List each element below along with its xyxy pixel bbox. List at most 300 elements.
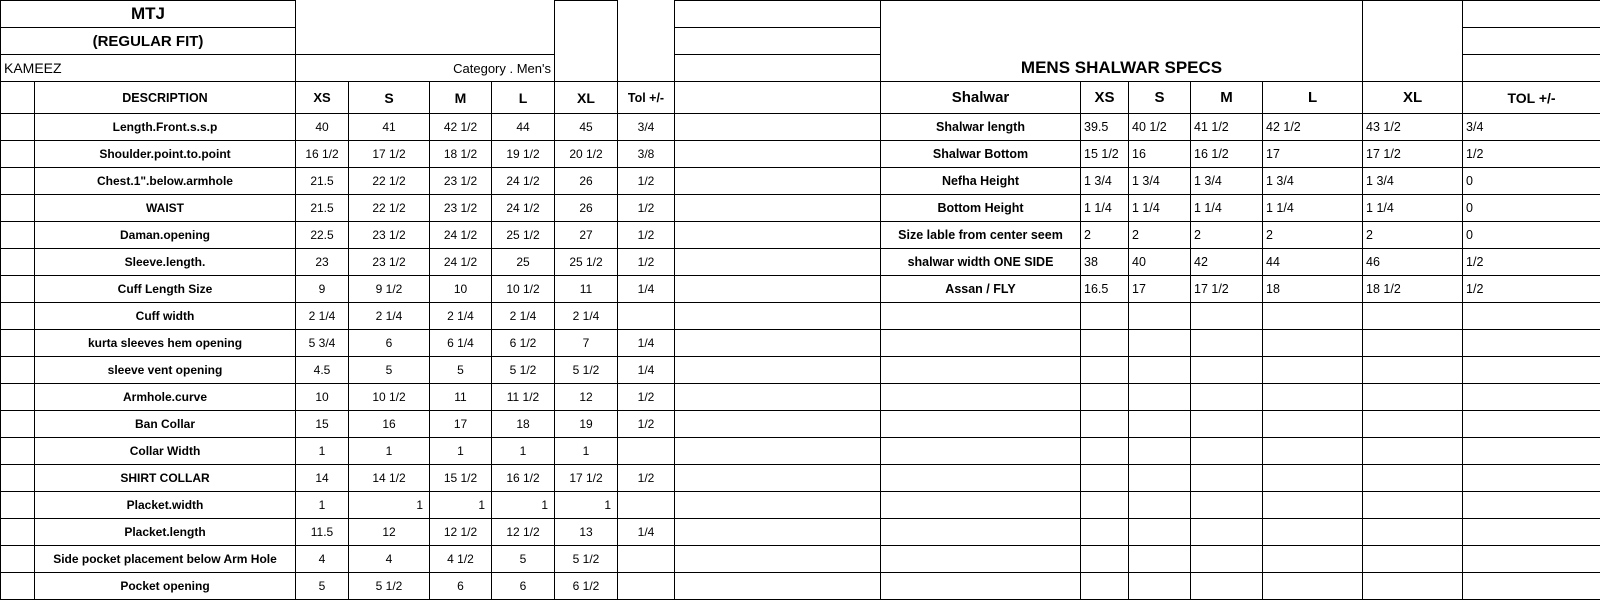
cell-s: 1 3/4 xyxy=(1129,168,1191,195)
kameez-spec-block xyxy=(0,0,675,600)
cell-s: 1 xyxy=(349,438,430,465)
table-row xyxy=(675,141,1600,168)
cell-tol xyxy=(618,492,675,519)
cell-m: 5 xyxy=(430,357,492,384)
cell-xl: 26 xyxy=(555,168,618,195)
row-index xyxy=(1,492,35,519)
cell-m: 1 xyxy=(430,438,492,465)
header-l: L xyxy=(492,82,555,114)
cell-xl: 1 xyxy=(555,492,618,519)
title-tol-cell xyxy=(555,1,618,28)
cell-l: 1 3/4 xyxy=(1263,168,1363,195)
sh-title-spacer-2 xyxy=(881,28,1363,55)
empty-cell xyxy=(1463,438,1600,465)
cell-l: 44 xyxy=(1263,249,1363,276)
row-index xyxy=(1,357,35,384)
cell-tol: 1/2 xyxy=(618,384,675,411)
cell-s: 10 1/2 xyxy=(349,384,430,411)
row-index xyxy=(1,384,35,411)
cell-xl: 13 xyxy=(555,519,618,546)
table-row xyxy=(1,411,675,438)
cell-m: 2 1/4 xyxy=(430,303,492,330)
header-description: DESCRIPTION xyxy=(35,82,296,114)
subtitle-tol-cell xyxy=(555,28,618,55)
shalwar-header-row xyxy=(675,82,1600,114)
empty-row xyxy=(675,573,1600,600)
cell-s: 23 1/2 xyxy=(349,222,430,249)
empty-cell xyxy=(881,465,1081,492)
empty-row xyxy=(675,465,1600,492)
cell-tol: 1/4 xyxy=(618,276,675,303)
empty-cell xyxy=(1463,411,1600,438)
sh-header-blank xyxy=(675,82,881,114)
cell-s: 40 xyxy=(1129,249,1191,276)
cell-xs: 15 1/2 xyxy=(1081,141,1129,168)
empty-cell xyxy=(1363,573,1463,600)
empty-cell xyxy=(881,492,1081,519)
cell-xl: 5 1/2 xyxy=(555,546,618,573)
category-label: Category . Men's xyxy=(296,55,555,82)
cell-xl: 25 1/2 xyxy=(555,249,618,276)
sh-blank-g3 xyxy=(1363,55,1463,82)
cell-s: 14 1/2 xyxy=(349,465,430,492)
row-label: Armhole.curve xyxy=(35,384,296,411)
row-index xyxy=(1,546,35,573)
cell-m: 12 1/2 xyxy=(430,519,492,546)
cell-xs: 5 xyxy=(296,573,349,600)
cell-xl: 11 xyxy=(555,276,618,303)
cell-m: 18 1/2 xyxy=(430,141,492,168)
cell-l: 16 1/2 xyxy=(492,465,555,492)
cell-xs: 4.5 xyxy=(296,357,349,384)
empty-cell xyxy=(881,357,1081,384)
empty-cell xyxy=(1081,303,1129,330)
row-index xyxy=(1,438,35,465)
row-index xyxy=(1,303,35,330)
empty-cell xyxy=(1191,357,1263,384)
cell-l: 6 xyxy=(492,573,555,600)
table-row xyxy=(1,438,675,465)
shalwar-table xyxy=(674,0,1600,600)
empty-cell xyxy=(675,330,881,357)
empty-cell xyxy=(675,492,881,519)
cell-l: 24 1/2 xyxy=(492,168,555,195)
empty-cell xyxy=(675,411,881,438)
header-m: M xyxy=(430,82,492,114)
cell-xl: 12 xyxy=(555,384,618,411)
cell-tol: 1/2 xyxy=(618,411,675,438)
cell-s: 6 xyxy=(349,330,430,357)
cell-xs: 38 xyxy=(1081,249,1129,276)
cell-xl: 45 xyxy=(555,114,618,141)
cell-tol: 1/2 xyxy=(1463,141,1600,168)
cell-xs: 2 1/4 xyxy=(296,303,349,330)
cell-xs: 4 xyxy=(296,546,349,573)
table-row xyxy=(1,222,675,249)
cell-s: 9 1/2 xyxy=(349,276,430,303)
header-tol: Tol +/- xyxy=(618,82,675,114)
table-row xyxy=(675,195,1600,222)
sh-blank-h2 xyxy=(1463,28,1600,55)
cell-xl: 27 xyxy=(555,222,618,249)
row-index xyxy=(675,195,881,222)
cell-xs: 16 1/2 xyxy=(296,141,349,168)
row-label: sleeve vent opening xyxy=(35,357,296,384)
cell-xs: 11.5 xyxy=(296,519,349,546)
cell-tol: 0 xyxy=(1463,195,1600,222)
cell-m: 17 xyxy=(430,411,492,438)
cell-m: 41 1/2 xyxy=(1191,114,1263,141)
cell-xl: 46 xyxy=(1363,249,1463,276)
empty-cell xyxy=(1129,573,1191,600)
empty-cell xyxy=(1129,303,1191,330)
garment-row xyxy=(1,55,675,82)
empty-row xyxy=(675,303,1600,330)
empty-cell xyxy=(1263,330,1363,357)
empty-row xyxy=(675,492,1600,519)
empty-row xyxy=(675,411,1600,438)
cell-xl: 43 1/2 xyxy=(1363,114,1463,141)
table-row xyxy=(1,114,675,141)
cell-xl: 17 1/2 xyxy=(555,465,618,492)
empty-cell xyxy=(675,384,881,411)
cell-xl: 6 1/2 xyxy=(555,573,618,600)
table-row xyxy=(1,519,675,546)
cell-l: 17 xyxy=(1263,141,1363,168)
row-label: Sleeve.length. xyxy=(35,249,296,276)
table-row xyxy=(675,276,1600,303)
empty-cell xyxy=(881,330,1081,357)
row-index xyxy=(675,249,881,276)
sh-blank-g2 xyxy=(1363,28,1463,55)
empty-cell xyxy=(1081,492,1129,519)
cell-xl: 20 1/2 xyxy=(555,141,618,168)
empty-cell xyxy=(881,438,1081,465)
empty-row xyxy=(675,357,1600,384)
cell-xl: 7 xyxy=(555,330,618,357)
cell-xs: 1 3/4 xyxy=(1081,168,1129,195)
empty-cell xyxy=(1463,492,1600,519)
cell-s: 1 1/4 xyxy=(1129,195,1191,222)
row-index xyxy=(1,276,35,303)
cell-m: 10 xyxy=(430,276,492,303)
sh-blank-a2 xyxy=(675,28,881,55)
shalwar-top-row-1 xyxy=(675,1,1600,28)
cell-m: 1 1/4 xyxy=(1191,195,1263,222)
table-row xyxy=(1,249,675,276)
cell-l: 5 1/2 xyxy=(492,357,555,384)
empty-cell xyxy=(1129,492,1191,519)
cell-xs: 14 xyxy=(296,465,349,492)
cell-tol: 1/2 xyxy=(1463,249,1600,276)
empty-cell xyxy=(1263,438,1363,465)
cell-l: 44 xyxy=(492,114,555,141)
row-index xyxy=(1,195,35,222)
title-spacer xyxy=(296,1,555,28)
cell-l: 18 xyxy=(492,411,555,438)
empty-cell xyxy=(1463,384,1600,411)
cell-l: 25 xyxy=(492,249,555,276)
cell-l: 2 1/4 xyxy=(492,303,555,330)
empty-cell xyxy=(1081,357,1129,384)
empty-cell xyxy=(1363,303,1463,330)
empty-cell xyxy=(881,573,1081,600)
empty-cell xyxy=(1463,519,1600,546)
empty-cell xyxy=(1081,438,1129,465)
cell-tol: 1/4 xyxy=(618,330,675,357)
table-row xyxy=(1,384,675,411)
empty-cell xyxy=(1081,330,1129,357)
empty-cell xyxy=(1191,303,1263,330)
cell-xs: 9 xyxy=(296,276,349,303)
row-index xyxy=(675,141,881,168)
cell-l: 1 1/4 xyxy=(1263,195,1363,222)
row-label: Ban Collar xyxy=(35,411,296,438)
empty-cell xyxy=(1191,330,1263,357)
cell-s: 5 1/2 xyxy=(349,573,430,600)
cell-xs: 2 xyxy=(1081,222,1129,249)
empty-cell xyxy=(1463,573,1600,600)
cell-xs: 21.5 xyxy=(296,195,349,222)
cell-xl: 2 xyxy=(1363,222,1463,249)
cell-m: 4 1/2 xyxy=(430,546,492,573)
sh-blank-a3 xyxy=(675,55,881,82)
empty-cell xyxy=(1263,519,1363,546)
table-row xyxy=(1,276,675,303)
header-s: S xyxy=(349,82,430,114)
row-label: Shalwar length xyxy=(881,114,1081,141)
row-index xyxy=(1,519,35,546)
cell-m: 2 xyxy=(1191,222,1263,249)
empty-row xyxy=(675,330,1600,357)
cell-m: 11 xyxy=(430,384,492,411)
row-label: Placket.length xyxy=(35,519,296,546)
empty-cell xyxy=(1129,384,1191,411)
shalwar-title-row xyxy=(675,55,1600,82)
cell-xs: 15 xyxy=(296,411,349,438)
cell-tol xyxy=(618,573,675,600)
cell-xs: 1 xyxy=(296,438,349,465)
empty-cell xyxy=(1463,465,1600,492)
cell-xl: 18 1/2 xyxy=(1363,276,1463,303)
cell-l: 1 xyxy=(492,492,555,519)
empty-cell xyxy=(1463,546,1600,573)
empty-cell xyxy=(1363,384,1463,411)
row-label: shalwar width ONE SIDE xyxy=(881,249,1081,276)
cell-tol xyxy=(618,303,675,330)
shalwar-spec-block xyxy=(674,0,1600,600)
empty-cell xyxy=(1129,330,1191,357)
cell-tol xyxy=(618,546,675,573)
cell-tol: 1/2 xyxy=(618,222,675,249)
cell-xs: 1 1/4 xyxy=(1081,195,1129,222)
cell-l: 18 xyxy=(1263,276,1363,303)
cell-m: 15 1/2 xyxy=(430,465,492,492)
cell-s: 16 xyxy=(1129,141,1191,168)
cell-m: 24 1/2 xyxy=(430,222,492,249)
cell-s: 40 1/2 xyxy=(1129,114,1191,141)
cell-tol: 3/4 xyxy=(618,114,675,141)
cell-xl: 19 xyxy=(555,411,618,438)
table-row xyxy=(1,573,675,600)
cell-m: 6 xyxy=(430,573,492,600)
cell-tol: 1/2 xyxy=(1463,276,1600,303)
header-s: S xyxy=(1129,82,1191,114)
cell-xl: 17 1/2 xyxy=(1363,141,1463,168)
row-index xyxy=(1,222,35,249)
cell-s: 12 xyxy=(349,519,430,546)
empty-cell xyxy=(675,438,881,465)
table-row xyxy=(1,330,675,357)
cell-m: 24 1/2 xyxy=(430,249,492,276)
empty-cell xyxy=(1191,438,1263,465)
empty-cell xyxy=(1463,303,1600,330)
empty-cell xyxy=(1263,546,1363,573)
empty-cell xyxy=(1191,519,1263,546)
empty-cell xyxy=(1191,573,1263,600)
garment-right-spacer xyxy=(618,55,675,82)
empty-cell xyxy=(1263,357,1363,384)
empty-cell xyxy=(1191,384,1263,411)
empty-row xyxy=(675,546,1600,573)
cell-tol: 1/4 xyxy=(618,519,675,546)
cell-xl: 1 1/4 xyxy=(1363,195,1463,222)
header-shalwar: Shalwar xyxy=(881,82,1081,114)
cell-m: 1 xyxy=(430,492,492,519)
kameez-table xyxy=(0,0,675,600)
empty-cell xyxy=(675,357,881,384)
row-label: Nefha Height xyxy=(881,168,1081,195)
empty-cell xyxy=(1463,357,1600,384)
sh-title-spacer-1 xyxy=(881,1,1363,28)
title-right-spacer xyxy=(618,1,675,28)
cell-s: 17 xyxy=(1129,276,1191,303)
table-row xyxy=(675,249,1600,276)
cell-tol: 1/4 xyxy=(618,357,675,384)
row-index xyxy=(675,222,881,249)
empty-cell xyxy=(1129,465,1191,492)
cell-xl: 2 1/4 xyxy=(555,303,618,330)
cell-l: 1 xyxy=(492,438,555,465)
row-index xyxy=(675,168,881,195)
table-row xyxy=(1,195,675,222)
garment-tol-cell xyxy=(555,55,618,82)
cell-tol: 1/2 xyxy=(618,465,675,492)
cell-s: 4 xyxy=(349,546,430,573)
cell-s: 17 1/2 xyxy=(349,141,430,168)
header-m: M xyxy=(1191,82,1263,114)
cell-l: 42 1/2 xyxy=(1263,114,1363,141)
fit-subtitle: (REGULAR FIT) xyxy=(1,28,296,55)
empty-cell xyxy=(1363,519,1463,546)
cell-m: 1 3/4 xyxy=(1191,168,1263,195)
table-row xyxy=(675,222,1600,249)
empty-cell xyxy=(675,465,881,492)
row-label: SHIRT COLLAR xyxy=(35,465,296,492)
header-tol: TOL +/- xyxy=(1463,82,1600,114)
empty-cell xyxy=(1363,438,1463,465)
empty-row xyxy=(675,384,1600,411)
header-xl: XL xyxy=(555,82,618,114)
row-label: Chest.1".below.armhole xyxy=(35,168,296,195)
cell-tol: 0 xyxy=(1463,168,1600,195)
empty-cell xyxy=(1263,465,1363,492)
cell-l: 25 1/2 xyxy=(492,222,555,249)
shalwar-top-row-2 xyxy=(675,28,1600,55)
cell-m: 17 1/2 xyxy=(1191,276,1263,303)
row-index xyxy=(675,276,881,303)
subtitle-spacer xyxy=(296,28,555,55)
table-row xyxy=(675,168,1600,195)
row-label: Assan / FLY xyxy=(881,276,1081,303)
cell-l: 2 xyxy=(1263,222,1363,249)
empty-cell xyxy=(1363,330,1463,357)
cell-xs: 5 3/4 xyxy=(296,330,349,357)
row-index xyxy=(1,249,35,276)
row-label: Daman.opening xyxy=(35,222,296,249)
empty-cell xyxy=(1363,411,1463,438)
empty-cell xyxy=(675,546,881,573)
cell-s: 1 xyxy=(349,492,430,519)
empty-cell xyxy=(881,384,1081,411)
table-row xyxy=(1,141,675,168)
row-index xyxy=(1,168,35,195)
table-row xyxy=(1,357,675,384)
row-index xyxy=(1,330,35,357)
row-label: Shoulder.point.to.point xyxy=(35,141,296,168)
cell-xl: 1 3/4 xyxy=(1363,168,1463,195)
cell-l: 10 1/2 xyxy=(492,276,555,303)
cell-l: 5 xyxy=(492,546,555,573)
empty-cell xyxy=(1081,519,1129,546)
cell-s: 23 1/2 xyxy=(349,249,430,276)
row-label: Cuff width xyxy=(35,303,296,330)
empty-cell xyxy=(881,411,1081,438)
cell-xs: 22.5 xyxy=(296,222,349,249)
cell-xs: 21.5 xyxy=(296,168,349,195)
cell-tol: 1/2 xyxy=(618,195,675,222)
row-label: WAIST xyxy=(35,195,296,222)
garment-name: KAMEEZ xyxy=(1,55,296,82)
cell-s: 22 1/2 xyxy=(349,195,430,222)
cell-xs: 23 xyxy=(296,249,349,276)
subtitle-right-spacer xyxy=(618,28,675,55)
sh-blank-g1 xyxy=(1363,1,1463,28)
empty-cell xyxy=(881,519,1081,546)
row-label: Length.Front.s.s.p xyxy=(35,114,296,141)
empty-cell xyxy=(1463,330,1600,357)
row-label: Bottom Height xyxy=(881,195,1081,222)
cell-tol: 3/8 xyxy=(618,141,675,168)
row-label: Placket.width xyxy=(35,492,296,519)
sh-blank-h1 xyxy=(1463,1,1600,28)
cell-m: 23 1/2 xyxy=(430,168,492,195)
row-label: kurta sleeves hem opening xyxy=(35,330,296,357)
kameez-header-row xyxy=(1,82,675,114)
empty-cell xyxy=(1081,411,1129,438)
empty-cell xyxy=(1363,546,1463,573)
cell-l: 6 1/2 xyxy=(492,330,555,357)
row-label: Size lable from center seem xyxy=(881,222,1081,249)
cell-m: 23 1/2 xyxy=(430,195,492,222)
cell-m: 42 xyxy=(1191,249,1263,276)
cell-l: 12 1/2 xyxy=(492,519,555,546)
row-index xyxy=(1,411,35,438)
sh-blank-h3 xyxy=(1463,55,1600,82)
cell-tol: 1/2 xyxy=(618,249,675,276)
table-row xyxy=(1,465,675,492)
document-title: MTJ xyxy=(1,1,296,28)
